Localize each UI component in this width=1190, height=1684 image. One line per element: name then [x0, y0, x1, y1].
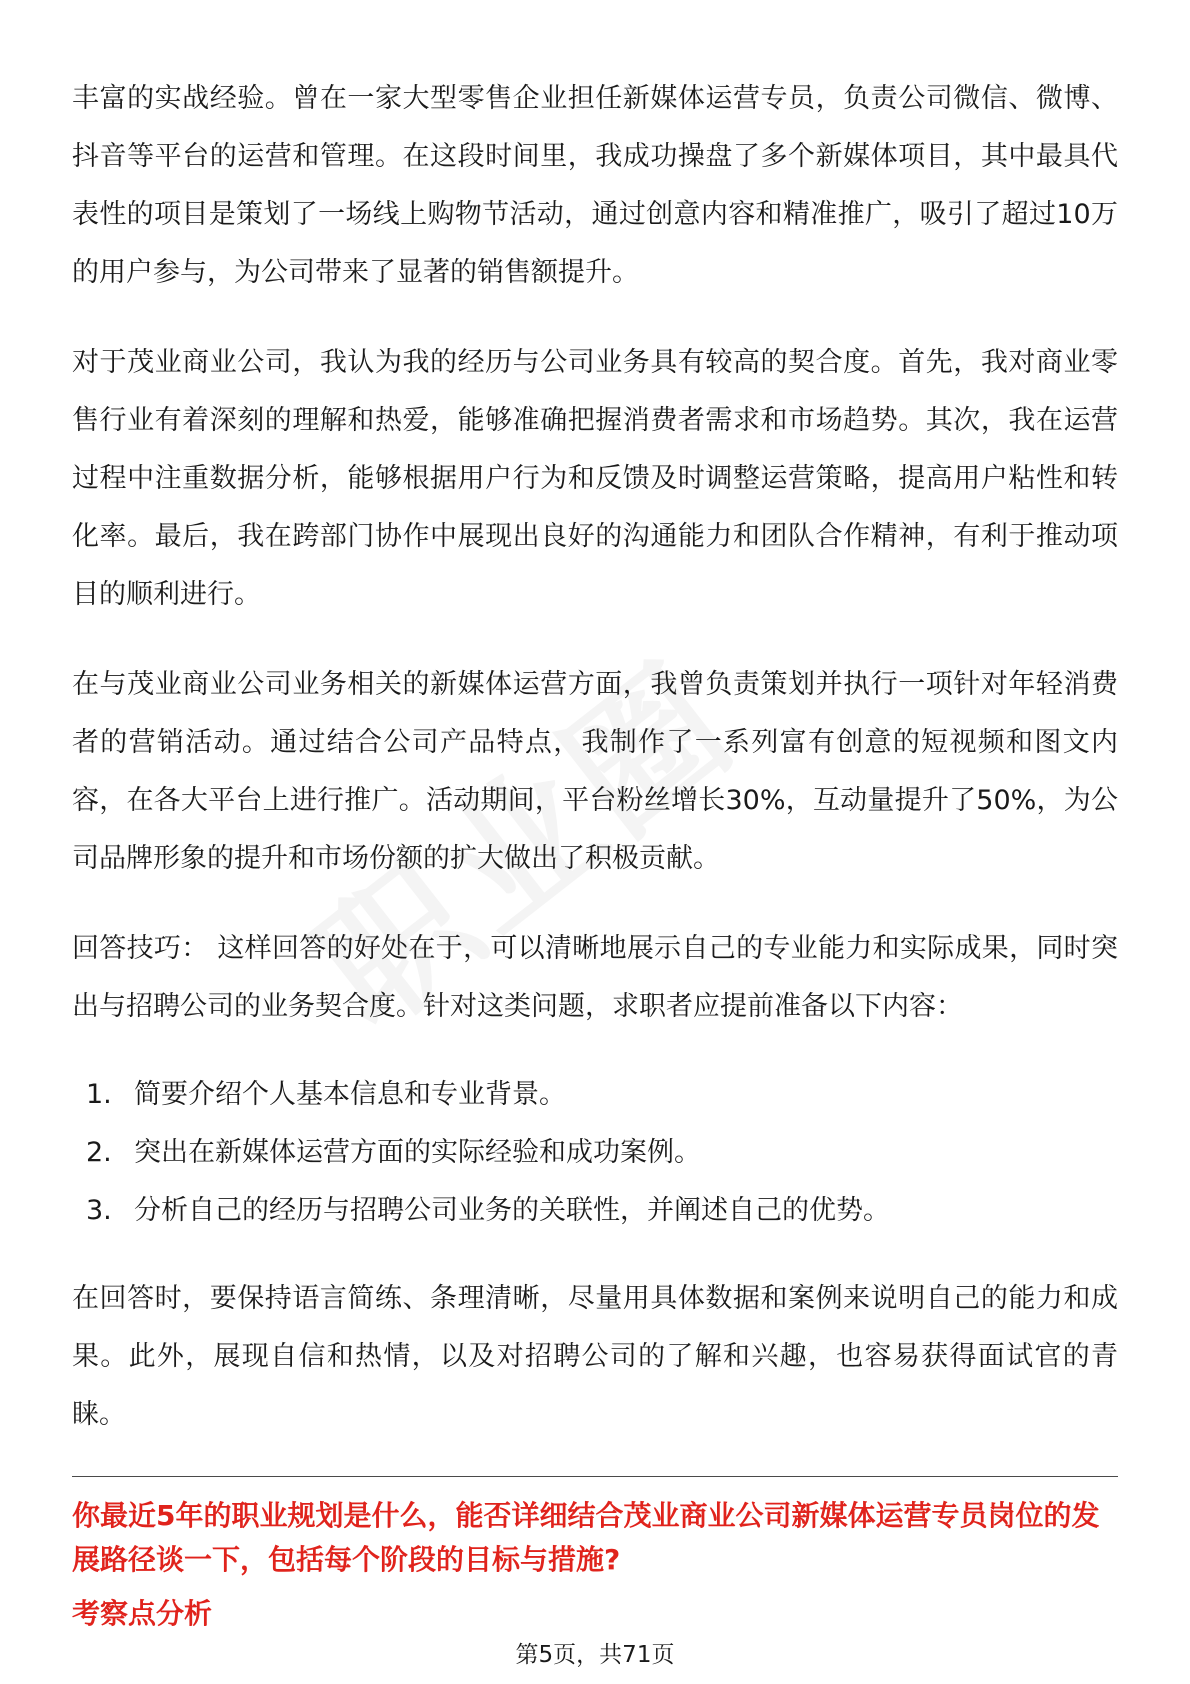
list-item	[72, 1182, 1118, 1240]
document-body	[72, 70, 1118, 1444]
section-heading: 考察点分析	[72, 1597, 213, 1630]
list-item-text: 分析自己的经历与招聘公司业务的关联性，并阐述自己的优势。	[134, 1195, 890, 1226]
paragraph-company-fit: 对于茂业商业公司，我认为我的经历与公司业务具有较高的契合度。首先，我对商业零售行业有着深刻的理解和热爱，能够准确把握消费者需求和市场趋势。其次，我在运营过程中注重数据分析，能够根据用户行为和反馈及时调整运营策略，提高用户粘性和转化率。最后，我在跨部门协作中展现出良好的沟通能力和团队合作精神，有利于推动项目的顺利进行。	[72, 347, 1118, 610]
list-item-text: 简要介绍个人基本信息和专业背景。	[134, 1079, 566, 1110]
tips-list	[72, 1066, 1118, 1240]
list-item-text: 突出在新媒体运营方面的实际经验和成功案例。	[134, 1137, 701, 1168]
paragraph-related-experience: 在与茂业商业公司业务相关的新媒体运营方面，我曾负责策划并执行一项针对年轻消费者的营销活动。通过结合公司产品特点，我制作了一系列富有创意的短视频和图文内容，在各大平台上进行推广。活动期间，平台粉丝增长30%，互动量提升了50%，为公司品牌形象的提升和市场份额的扩大做出了积极贡献。	[72, 669, 1118, 874]
paragraph-closing: 在回答时，要保持语言简练、条理清晰，尽量用具体数据和案例来说明自己的能力和成果。此外，展现自信和热情，以及对招聘公司的了解和兴趣，也容易获得面试官的青睐。	[72, 1283, 1118, 1430]
page-number-footer: 第5页，共71页	[515, 1642, 675, 1668]
interview-question: 你最近5年的职业规划是什么，能否详细结合茂业商业公司新媒体运营专员岗位的发展路径谈一下，包括每个阶段的目标与措施?	[72, 1499, 1100, 1576]
list-item	[72, 1066, 1118, 1124]
list-item-number: 1.	[86, 1079, 112, 1110]
list-item	[72, 1124, 1118, 1182]
paragraph-answer-tips: 回答技巧： 这样回答的好处在于，可以清晰地展示自己的专业能力和实际成果，同时突出与招聘公司的业务契合度。针对这类问题，求职者应提前准备以下内容：	[72, 933, 1118, 1022]
list-item-number: 3.	[86, 1195, 112, 1226]
section-divider	[72, 1476, 1118, 1477]
paragraph-experience: 丰富的实战经验。曾在一家大型零售企业担任新媒体运营专员，负责公司微信、微博、抖音等平台的运营和管理。在这段时间里，我成功操盘了多个新媒体项目，其中最具代表性的项目是策划了一场线上购物节活动，通过创意内容和精准推广，吸引了超过10万的用户参与，为公司带来了显著的销售额提升。	[72, 83, 1118, 288]
list-item-number: 2.	[86, 1137, 112, 1168]
